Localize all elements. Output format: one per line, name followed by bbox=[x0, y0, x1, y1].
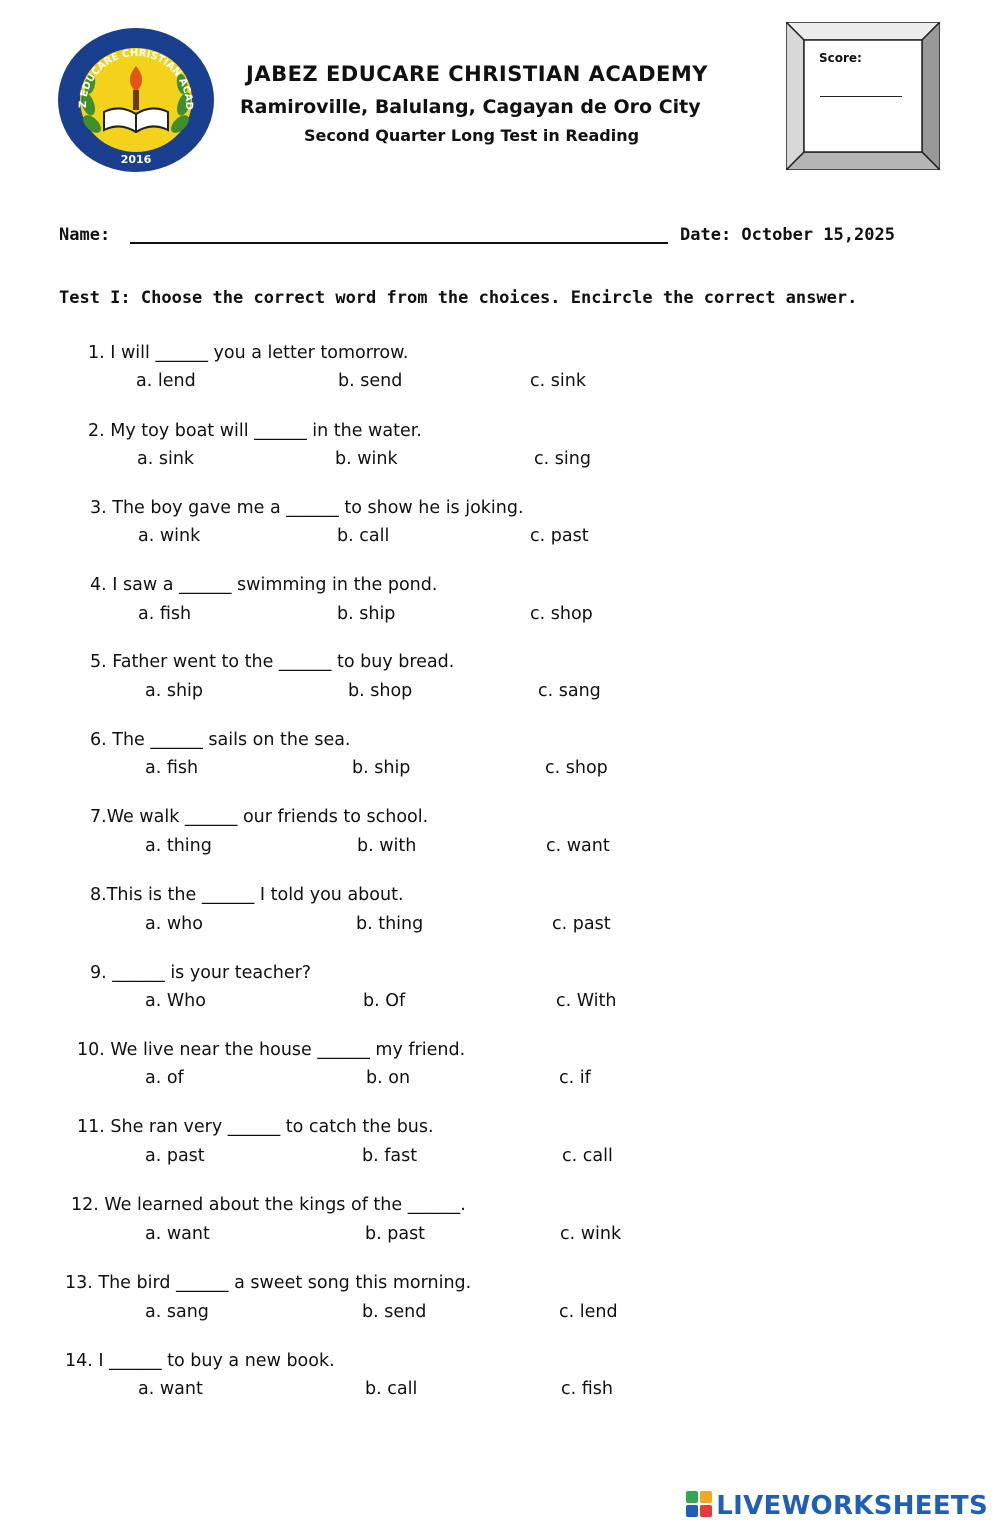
question-text: 1. I will ______ you a letter tomorrow. bbox=[88, 343, 409, 363]
score-box bbox=[786, 22, 940, 170]
choice-b[interactable]: b. send bbox=[362, 1302, 427, 1322]
choice-c[interactable]: c. call bbox=[562, 1146, 613, 1166]
choice-a[interactable]: a. past bbox=[145, 1146, 205, 1166]
choice-c[interactable]: c. With bbox=[556, 991, 617, 1011]
date-label: Date: October 15,2025 bbox=[680, 225, 895, 245]
choice-b[interactable]: b. call bbox=[365, 1379, 418, 1399]
choice-c[interactable]: c. shop bbox=[530, 604, 593, 624]
question-text: 12. We learned about the kings of the ______. bbox=[71, 1195, 466, 1215]
choice-b[interactable]: b. on bbox=[366, 1068, 411, 1088]
choice-c[interactable]: c. past bbox=[552, 914, 611, 934]
question-text: 3. The boy gave me a ______ to show he is joking. bbox=[90, 498, 524, 518]
choice-b[interactable]: b. past bbox=[365, 1224, 426, 1244]
choice-c[interactable]: c. wink bbox=[560, 1224, 622, 1244]
choice-a[interactable]: a. want bbox=[145, 1224, 210, 1244]
test-instructions: Test I: Choose the correct word from the choices. Encircle the correct answer. bbox=[59, 288, 858, 308]
choice-a[interactable]: a. who bbox=[145, 914, 203, 934]
choice-b[interactable]: b. wink bbox=[335, 449, 398, 469]
question-text: 11. She ran very ______ to catch the bus. bbox=[77, 1117, 434, 1137]
choice-a[interactable]: a. want bbox=[138, 1379, 203, 1399]
choice-a[interactable]: a. fish bbox=[145, 758, 199, 778]
choice-a[interactable]: a. lend bbox=[136, 371, 196, 391]
school-address: Ramiroville, Balulang, Cagayan de Oro City bbox=[240, 96, 701, 118]
choice-b[interactable]: b. shop bbox=[348, 681, 413, 701]
liveworksheets-logo-icon bbox=[686, 1491, 712, 1521]
choice-c[interactable]: c. shop bbox=[545, 758, 608, 778]
choice-b[interactable]: b. thing bbox=[356, 914, 424, 934]
choice-a[interactable]: a. thing bbox=[145, 836, 212, 856]
choice-c[interactable]: c. if bbox=[559, 1068, 591, 1088]
school-name: JABEZ EDUCARE CHRISTIAN ACADEMY bbox=[246, 62, 708, 86]
score-blank[interactable] bbox=[820, 96, 902, 97]
logo-year: 2016 bbox=[120, 153, 152, 166]
question-text: 13. The bird ______ a sweet song this morning. bbox=[65, 1273, 472, 1293]
choice-c[interactable]: c. sink bbox=[530, 371, 586, 391]
logo-ring-text: Z EDUCARE CHRISTIAN ACAD bbox=[77, 47, 195, 110]
question-text: 6. The ______ sails on the sea. bbox=[90, 730, 351, 750]
name-label: Name: bbox=[59, 225, 111, 245]
question-text: 9. ______ is your teacher? bbox=[90, 963, 312, 983]
question-text: 7.We walk ______ our friends to school. bbox=[90, 807, 429, 827]
choice-a[interactable]: a. wink bbox=[138, 526, 201, 546]
choice-b[interactable]: b. with bbox=[357, 836, 417, 856]
choice-c[interactable]: c. sang bbox=[538, 681, 601, 701]
choice-b[interactable]: b. fast bbox=[362, 1146, 418, 1166]
question-text: 14. I ______ to buy a new book. bbox=[65, 1351, 335, 1371]
choice-b[interactable]: b. ship bbox=[352, 758, 411, 778]
choice-a[interactable]: a. fish bbox=[138, 604, 192, 624]
question-text: 4. I saw a ______ swimming in the pond. bbox=[90, 575, 438, 595]
school-logo bbox=[56, 26, 216, 174]
choice-b[interactable]: b. ship bbox=[337, 604, 396, 624]
question-text: 2. My toy boat will ______ in the water. bbox=[88, 421, 422, 441]
choice-a[interactable]: a. ship bbox=[145, 681, 204, 701]
question-text: 8.This is the ______ I told you about. bbox=[90, 885, 404, 905]
score-label: Score: bbox=[819, 51, 862, 65]
choice-a[interactable]: a. of bbox=[145, 1068, 184, 1088]
choice-c[interactable]: c. fish bbox=[561, 1379, 613, 1399]
choice-b[interactable]: b. Of bbox=[363, 991, 406, 1011]
choice-a[interactable]: a. Who bbox=[145, 991, 206, 1011]
choice-c[interactable]: c. lend bbox=[559, 1302, 618, 1322]
choice-c[interactable]: c. sing bbox=[534, 449, 591, 469]
choice-a[interactable]: a. sang bbox=[145, 1302, 209, 1322]
choice-b[interactable]: b. send bbox=[338, 371, 403, 391]
question-text: 10. We live near the house ______ my friend. bbox=[77, 1040, 466, 1060]
liveworksheets-wordmark: LIVEWORKSHEETS bbox=[716, 1491, 988, 1521]
choice-b[interactable]: b. call bbox=[337, 526, 390, 546]
liveworksheets-brand[interactable] bbox=[686, 1489, 988, 1523]
test-title: Second Quarter Long Test in Reading bbox=[304, 126, 640, 145]
question-text: 5. Father went to the ______ to buy bread. bbox=[90, 652, 455, 672]
choice-c[interactable]: c. want bbox=[546, 836, 610, 856]
choice-c[interactable]: c. past bbox=[530, 526, 589, 546]
choice-a[interactable]: a. sink bbox=[137, 449, 195, 469]
name-blank[interactable] bbox=[130, 242, 668, 244]
